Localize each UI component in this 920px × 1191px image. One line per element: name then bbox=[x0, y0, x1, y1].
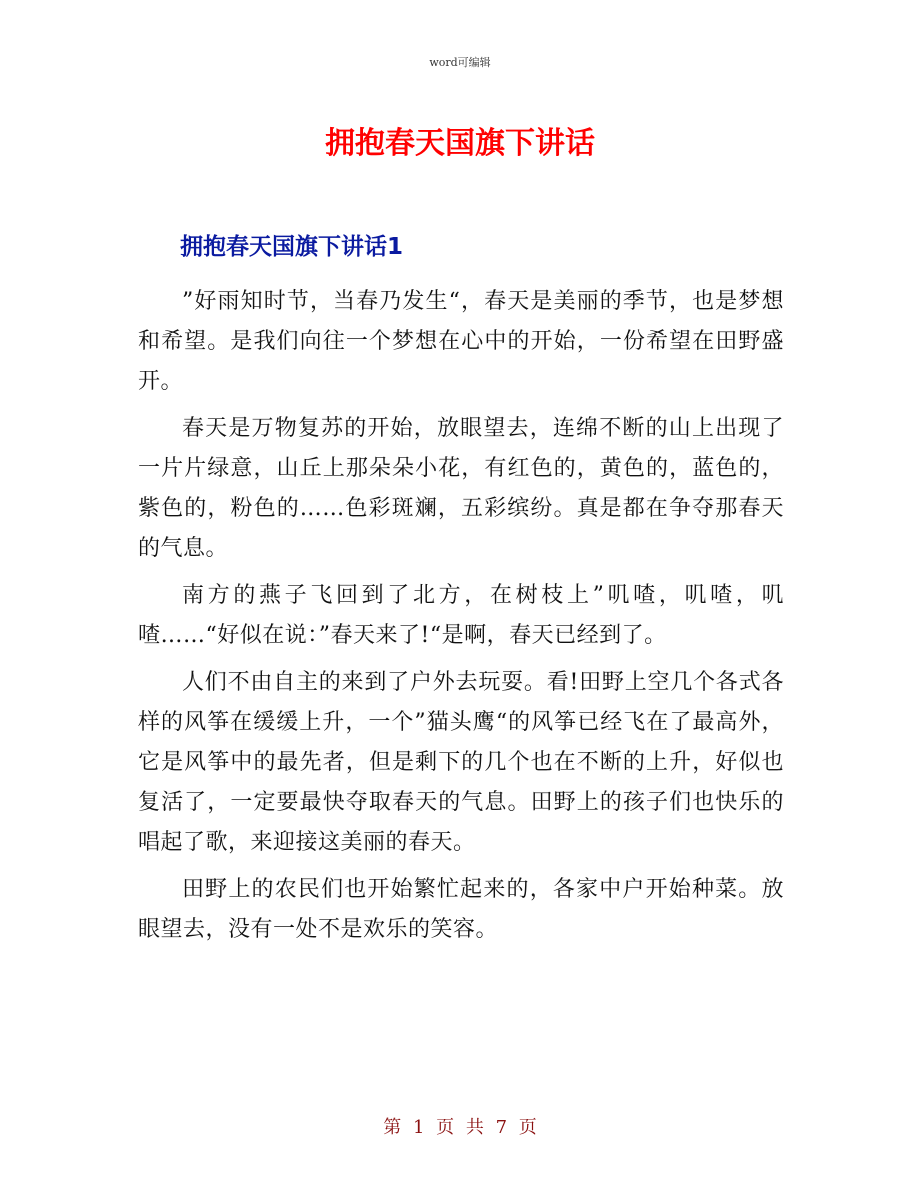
header-note: word可编辑 bbox=[429, 56, 491, 69]
paragraph: 南方的燕子飞回到了北方，在树枝上”叽喳，叽喳，叽喳……“好似在说：”春天来了!“是啊，春天已经到了。 bbox=[138, 583, 784, 648]
page-number: 第 1 页 共 7 页 bbox=[383, 1117, 537, 1138]
section-heading: 拥抱春天国旗下讲话1 bbox=[180, 234, 404, 260]
paragraph: 春天是万物复苏的开始，放眼望去，连绵不断的山上出现了一片片绿意，山丘上那朵朵小花，有红色的，黄色的，蓝色的，紫色的，粉色的……色彩斑斓，五彩缤纷。真是都在争夺那春天的气息。 bbox=[138, 416, 784, 561]
document-body bbox=[138, 282, 784, 957]
paragraph: 人们不由自主的来到了户外去玩耍。看!田野上空几个各式各样的风筝在缓缓上升，一个”猫头鹰“的风筝已经飞在了最高外，它是风筝中的最先者，但是剩下的几个也在不断的上升，好似也复活了，一定要最快夺取春天的气息。田野上的孩子们也快乐的唱起了歌，来迎接这美丽的春天。 bbox=[138, 670, 784, 855]
document-title: 拥抱春天国旗下讲话 bbox=[325, 126, 595, 161]
paragraph: ”好雨知时节，当春乃发生“，春天是美丽的季节，也是梦想和希望。是我们向往一个梦想在心中的开始，一份希望在田野盛开。 bbox=[138, 289, 784, 394]
paragraph: 田野上的农民们也开始繁忙起来的，各家中户开始种菜。放眼望去，没有一处不是欢乐的笑容。 bbox=[138, 877, 784, 942]
